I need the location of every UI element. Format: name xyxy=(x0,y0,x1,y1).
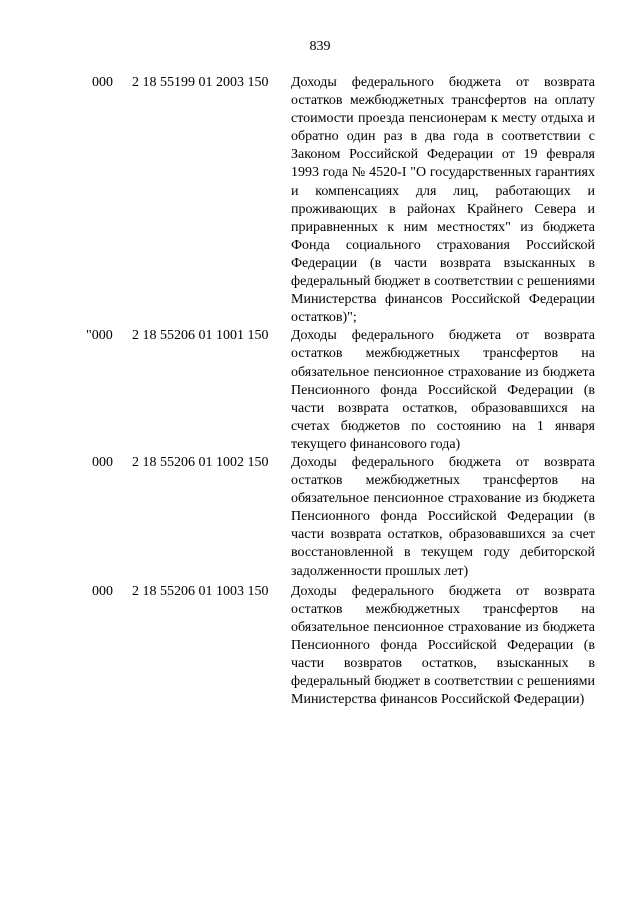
entry-description: Доходы федерального бюджета от возврата остатков межбюджетных трансфертов на обязательное пенсионное страхование из бюджета Пенсионного фонда Российской Федерации (в части возврата остатков, образовавшихся за счет восстановленной в текущем году дебиторской задолженности прошлых лет) xyxy=(291,454,595,579)
kbk-code: 2 18 55206 01 1002 150 xyxy=(132,454,269,470)
budget-code-list xyxy=(86,74,602,709)
admin-code: 000 xyxy=(92,454,113,470)
entry-description: Доходы федерального бюджета от возврата остатков межбюджетных трансфертов на обязательное пенсионное страхование из бюджета Пенсионного фонда Российской Федерации (в части возврата остатков, образовавшихся на счетах бюджетов по состоянию на 1 января текущего финансового года) xyxy=(291,328,595,452)
entry-description: Доходы федерального бюджета от возврата остатков межбюджетных трансфертов на обязательное пенсионное страхование из бюджета Пенсионного фонда Российской Федерации (в части возвратов остатков, взысканных в федеральный бюджет в соответствии с решениями Министерства финансов Российской Федерации) xyxy=(291,583,595,708)
budget-entry-3 xyxy=(92,454,602,581)
entry-description: Доходы федерального бюджета от возврата остатков межбюджетных трансфертов на оплату стоимости проезда пенсионерам к месту отдыха и обратно один раз в два года в соответствии с Законом Российской Федерации от 19 февраля 1993 года № 4520-I "О государственных гарантиях и компенсациях для лиц, работающих и проживающих в районах Крайнего Севера и приравненных к ним местностях" из бюджета Фонда социального страхования Российской Федерации (в части возврата взысканных в федеральный бюджет в соответствии с решениями Министерства финансов Российской Федерации остатков)"; xyxy=(291,75,595,326)
admin-code: 000 xyxy=(92,75,113,90)
page-number: 839 xyxy=(309,39,331,54)
budget-entry-1 xyxy=(92,74,602,327)
admin-code: 000 xyxy=(92,583,113,599)
budget-entry-2 xyxy=(86,327,602,454)
kbk-code: 2 18 55206 01 1003 150 xyxy=(132,583,269,599)
kbk-code: 2 18 55206 01 1001 150 xyxy=(132,328,269,344)
kbk-code: 2 18 55199 01 2003 150 xyxy=(132,75,269,90)
budget-entry-4 xyxy=(92,583,602,710)
admin-code: "000 xyxy=(86,328,113,344)
